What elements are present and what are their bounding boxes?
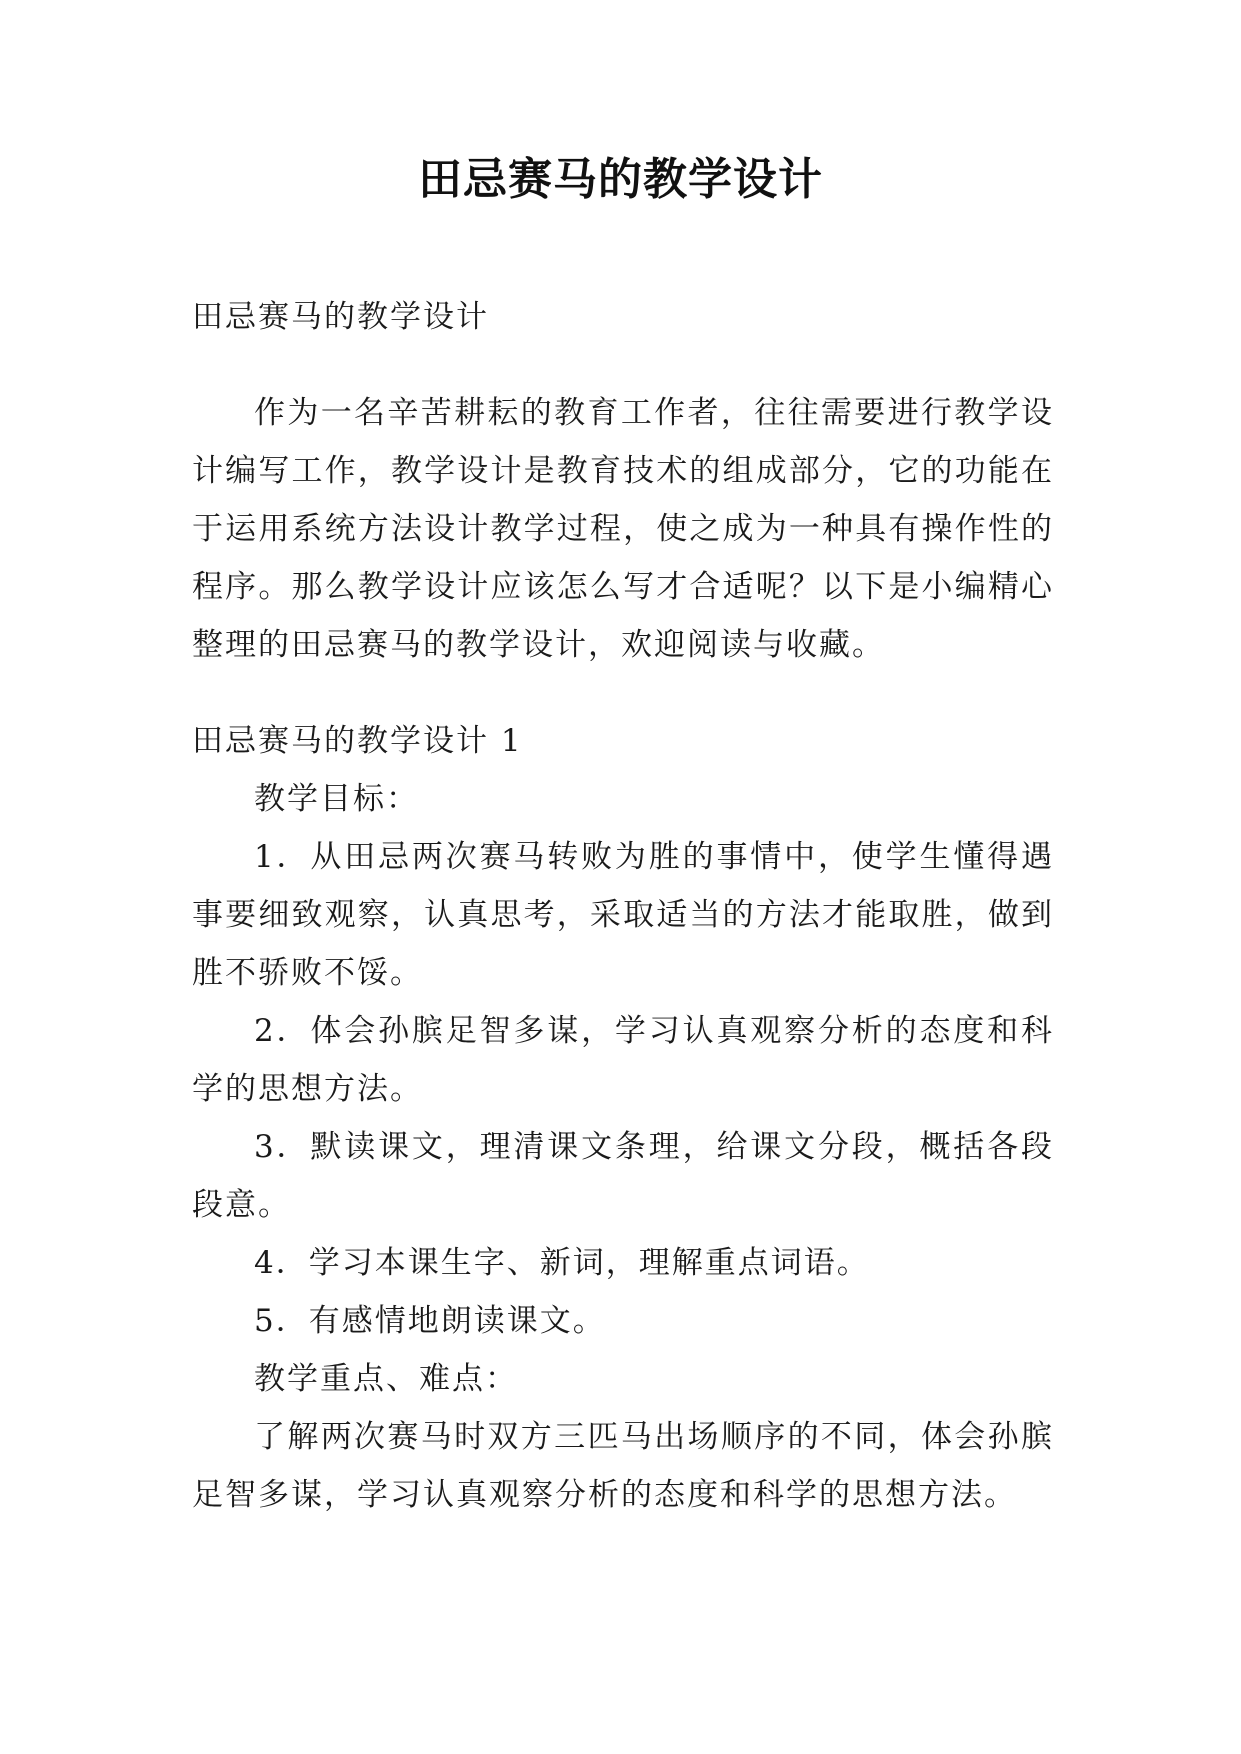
goal-item: 3．默读课文，理清课文条理，给课文分段，概括各段段意。	[192, 1129, 1054, 1223]
section-heading: 田忌赛马的教学设计 1	[192, 723, 523, 759]
key-points-heading: 教学重点、难点：	[254, 1361, 518, 1397]
key-points-paragraph: 了解两次赛马时双方三匹马出场顺序的不同，体会孙膑足智多谋，学习认真观察分析的态度和科学的思想方法。	[192, 1419, 1054, 1513]
goal-item: 1．从田忌两次赛马转败为胜的事情中，使学生懂得遇事要细致观察，认真思考，采取适当的方法才能取胜，做到胜不骄败不馁。	[192, 839, 1054, 991]
goals-heading: 教学目标：	[254, 781, 419, 817]
goal-item: 4．学习本课生字、新词，理解重点词语。	[254, 1245, 870, 1281]
document-title: 田忌赛马的教学设计	[418, 154, 823, 205]
intro-paragraph: 作为一名辛苦耕耘的教育工作者，往往需要进行教学设计编写工作，教学设计是教育技术的组成部分，它的功能在于运用系统方法设计教学过程，使之成为一种具有操作性的程序。那么教学设计应该怎么写才合适呢？以下是小编精心整理的田忌赛马的教学设计，欢迎阅读与收藏。	[192, 395, 1054, 663]
document-body	[192, 288, 1054, 1524]
document-subtitle: 田忌赛马的教学设计	[192, 299, 489, 335]
goal-item: 5．有感情地朗读课文。	[254, 1303, 606, 1339]
goal-item: 2．体会孙膑足智多谋，学习认真观察分析的态度和科学的思想方法。	[192, 1013, 1054, 1107]
